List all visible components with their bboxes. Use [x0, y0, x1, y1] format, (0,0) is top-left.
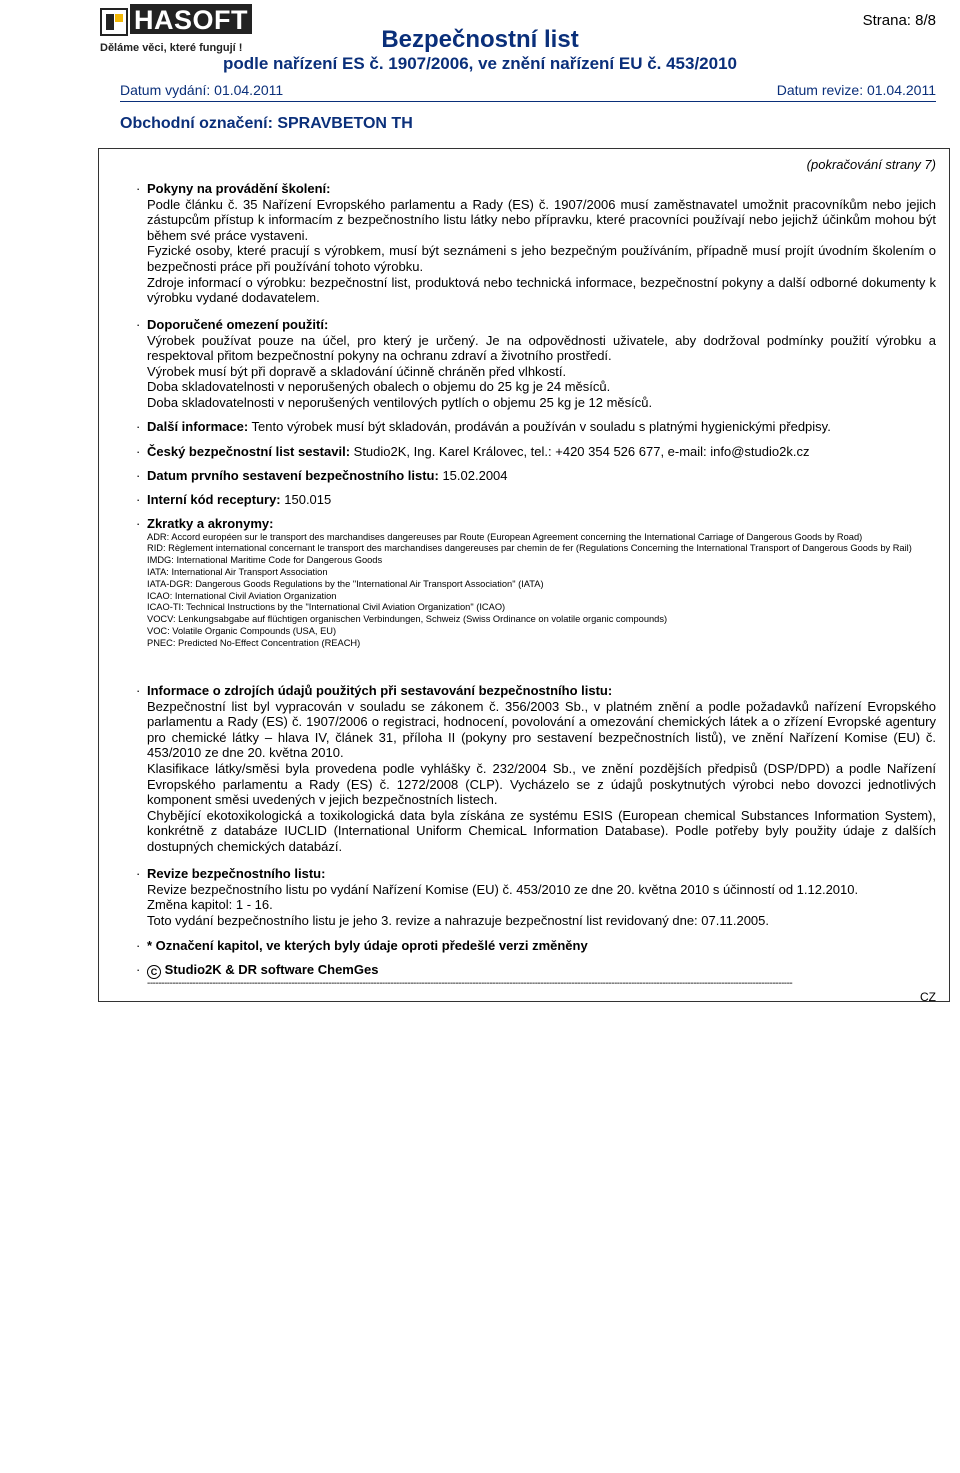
- section-heading: Další informace:: [147, 419, 249, 434]
- abbreviation-item: ICAO: International Civil Aviation Organization: [147, 590, 337, 601]
- paragraph: Změna kapitol: 1 - 16.: [147, 897, 273, 913]
- bullet: ·: [136, 419, 141, 434]
- bullet: ·: [136, 938, 141, 953]
- language-code: CZ: [920, 990, 936, 1004]
- bullet: ·: [136, 444, 141, 459]
- bullet: ·: [136, 492, 141, 507]
- header-divider: [120, 101, 936, 102]
- section-heading: Zkratky a akronymy:: [147, 516, 274, 531]
- section-heading: Informace o zdrojích údajů použitých při sestavování bezpečnostního listu:: [147, 683, 613, 698]
- section-text: 150.015: [280, 492, 332, 507]
- paragraph: Klasifikace látky/směsi byla provedena podle vyhlášky č. 232/2004 Sb., ve znění pozdějších předpisů (DSP/DPD) a podle Nařízení Evropského parlamentu a Rady (ES) č. 1272/2008 (CLP). Vycházelo se z údajů poskytnutých výrobci nebo dovozci jednotlivých komponent směsi uvedených v jejich bezpečnostních listech.: [147, 760, 936, 808]
- section-heading: Doporučené omezení použití:: [147, 317, 329, 332]
- section-heading: Revize bezpečnostního listu:: [147, 866, 326, 881]
- abbreviation-item: PNEC: Predicted No-Effect Concentration (REACH): [147, 637, 361, 648]
- trade-name: Obchodní označení: SPRAVBETON TH: [120, 115, 413, 132]
- abbreviation-item: VOCV: Lenkungsabgabe auf flüchtigen organischen Verbindungen, Schweiz (Swiss Ordinance on volatile organic compounds): [147, 614, 668, 625]
- section-first-date: [136, 468, 936, 484]
- section-heading: Pokyny na provádění školení:: [147, 181, 331, 196]
- section-internal-code: [136, 492, 936, 508]
- paragraph: Bezpečnostní list byl vypracován v souladu se zákonem č. 356/2003 Sb., v platném znění a podle požadavků nařízení Evropského parlamentu a Rady (ES) č. 1907/2006 o registraci, hodnocení, povolování a omezování chemických látek a o zřízení Evropské agentury pro chemické látky – hlava IV, článek 31, příloha II (pokyny pro sestavení bezpečnostních listů), ve znění Nařízení Komise (EU) č. 453/2010 ze dne 20. května 2010.: [147, 698, 936, 761]
- section-text: Studio2K, Ing. Karel Královec, tel.: +420 354 526 677, e-mail: info@studio2k.cz: [350, 444, 810, 459]
- section-marked-chapters: [136, 938, 936, 954]
- logo-text: HASOFT: [130, 4, 252, 34]
- bullet: ·: [136, 468, 141, 483]
- abbreviation-item: VOC: Volatile Organic Compounds (USA, EU): [147, 625, 337, 636]
- document-subtitle: podle nařízení ES č. 1907/2006, ve znění nařízení EU č. 453/2010: [222, 54, 738, 73]
- dash-separator: ------------------------------------------------------------------------------------------------------------------------------------------------------------------------------------------------------------------------------------: [147, 978, 793, 989]
- abbreviation-item: IMDG: International Maritime Code for Dangerous Goods: [147, 555, 383, 566]
- paragraph: Doba skladovatelnosti v neporušených ventilových pytlích o objemu 25 kg je 12 měsíců.: [147, 394, 653, 410]
- section-heading: Český bezpečnostní list sestavil:: [147, 444, 351, 459]
- bullet: ·: [136, 516, 141, 531]
- revision-date: Datum revize: 01.04.2011: [776, 82, 936, 98]
- section-sources: [136, 683, 936, 855]
- section-further-info: [136, 419, 936, 435]
- paragraph: Fyzické osoby, které pracují s výrobkem, musí být seznámeni s jeho bezpečným používáním, případně musí projít úvodním školením o bezpečnosti práce při používání tohoto výrobku.: [147, 243, 936, 274]
- issue-date: Datum vydání: 01.04.2011: [120, 82, 284, 98]
- bullet: ·: [136, 181, 141, 196]
- bullet: ·: [136, 962, 141, 977]
- abbreviation-item: ADR: Accord européen sur le transport des marchandises dangereuses par Route (European Agreement concerning the International Carriage of Dangerous Goods by Road): [147, 531, 863, 542]
- bullet: ·: [136, 317, 141, 332]
- section-heading: * Označení kapitol, ve kterých byly údaje oproti předešlé verzi změněny: [147, 938, 588, 953]
- section-revision: [136, 866, 936, 928]
- abbreviation-item: IATA-DGR: Dangerous Goods Regulations by the "International Air Transport Association" (IATA): [147, 578, 544, 589]
- abbreviation-item: ICAO-TI: Technical Instructions by the "International Civil Aviation Organization" (ICAO): [147, 602, 506, 613]
- abbreviation-item: RID: Règlement international concernant le transport des marchandises dangereuses par chemin de fer (Regulations Concerning the International Transport of Dangerous Goods by Rail): [147, 543, 912, 554]
- bullet: ·: [136, 683, 141, 698]
- paragraph: Podle článku č. 35 Nařízení Evropského parlamentu a Rady (ES) č. 1907/2006 musí zaměstnavatel umožnit pracovníkům nebo jejich zástupcům přístup k informacím z bezpečnostního listu látky nebo přípravku, které pracovníci používají nebo jejichž účinkům mohou být během své práce vystaveni.: [147, 196, 936, 243]
- continuation-note: (pokračování strany 7): [806, 157, 936, 172]
- copyright-icon: C: [147, 965, 161, 979]
- section-compiled-by: [136, 444, 936, 460]
- abbreviation-item: IATA: International Air Transport Association: [147, 566, 328, 577]
- section-restrictions: [136, 317, 936, 411]
- paragraph: Revize bezpečnostního listu po vydání Nařízení Komise (EU) č. 453/2010 ze dne 20. května 2010 s účinností od 1.12.2010.: [147, 881, 859, 897]
- section-text: Tento výrobek musí být skladován, prodáván a používán v souladu s platnými hygienickými předpisy.: [248, 419, 831, 434]
- paragraph: Výrobek musí být při dopravě a skladování účinně chráněn před vlhkostí.: [147, 363, 567, 379]
- paragraph: Výrobek používat pouze na účel, pro který je určený. Je na odpovědnosti uživatele, aby dodržoval podmínky použití výrobku a respektoval přitom bezpečnostní pokyny na ochranu zdraví a životního prostředí.: [147, 332, 936, 364]
- section-heading: Interní kód receptury:: [147, 492, 281, 507]
- logo-tagline: Děláme věci, které fungují !: [100, 42, 243, 54]
- paragraph: Chybějící ekotoxikologická a toxikologická data byla získána ze systému ESIS (European chemical Substances Information System), konkrétně z databáze IUCLID (International Uniform ChemicaL Information Database). Podle potřeby byly použity údaje z dalších dostupných chemických databází.: [147, 807, 936, 854]
- bullet: ·: [136, 866, 141, 881]
- paragraph: Zdroje informací o výrobku: bezpečnostní list, produktová nebo technická informace, bezpečnostní pokyny a další odborné dokumenty k výrobku vydané dodavatelem.: [147, 274, 936, 306]
- section-copyright: [136, 962, 936, 979]
- paragraph: Doba skladovatelnosti v neporušených obalech o objemu do 25 kg je 24 měsíců.: [147, 379, 611, 395]
- section-text: 15.02.2004: [438, 468, 508, 483]
- paragraph: Toto vydání bezpečnostního listu je jeho 3. revize a nahrazuje bezpečnostní list revidovaný dne: 07.11.2005.: [147, 912, 769, 928]
- document-title: Bezpečnostní list: [381, 26, 579, 53]
- section-training: [136, 181, 936, 306]
- page-number: Strana: 8/8: [862, 12, 936, 29]
- section-heading: Datum prvního sestavení bezpečnostního listu:: [147, 468, 439, 483]
- section-abbreviations: [136, 516, 936, 650]
- copyright-text: Studio2K & DR software ChemGes: [164, 962, 379, 977]
